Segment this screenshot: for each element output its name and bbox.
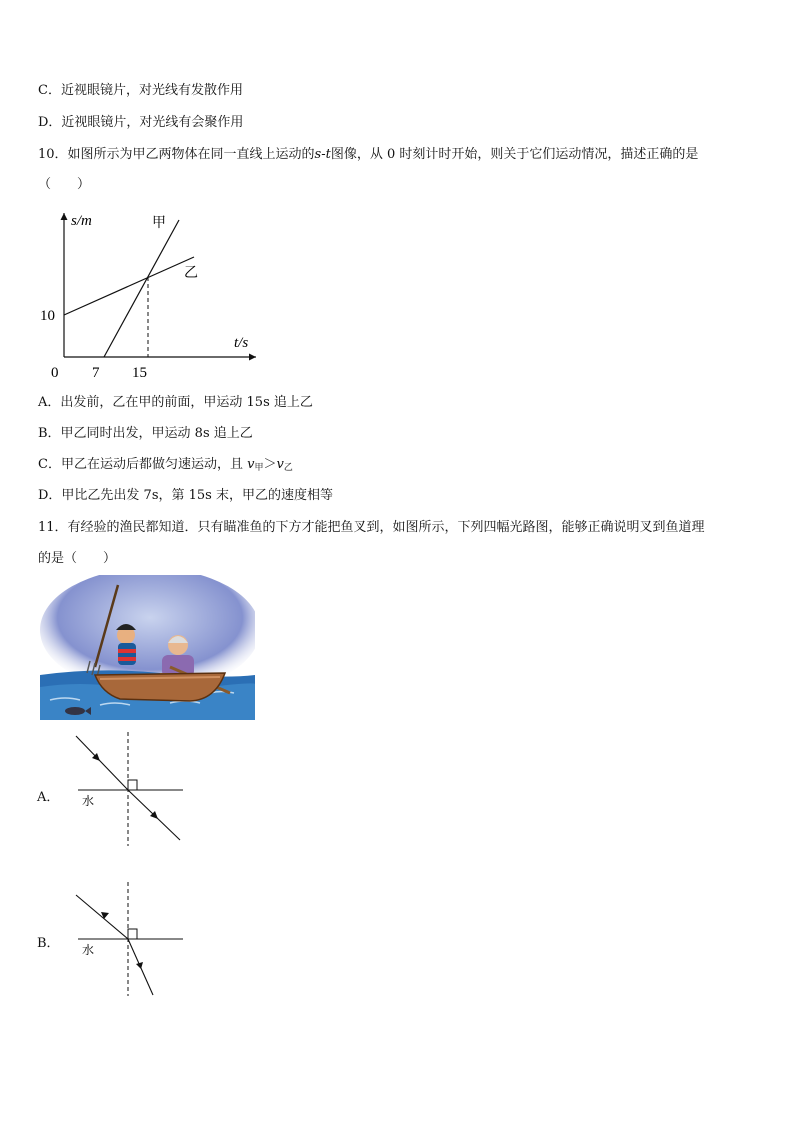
arrow-icon — [101, 912, 109, 919]
q10-option-a: A．出发前，乙在甲的前面，甲运动 15s 追上乙 — [38, 395, 313, 410]
q11-stem-line1: 11．有经验的渔民都知道．只有瞄准鱼的下方才能把鱼叉到，如图所示，下列四幅光路图，能够正确说明叉到鱼道理 — [38, 520, 705, 535]
greater-than: ＞ — [263, 457, 277, 472]
q10-option-d: D．甲比乙先出发 7s，第 15s 末，甲乙的速度相等 — [38, 488, 333, 503]
water-label: 水 — [82, 794, 95, 808]
q10-stem-pre: 10．如图所示为甲乙两物体在同一直线上运动的 — [38, 147, 315, 162]
right-angle-mark — [128, 780, 137, 790]
q9-option-d: D．近视眼镜片，对光线有会聚作用 — [38, 115, 244, 130]
q9-option-c: C．近视眼镜片，对光线有发散作用 — [38, 83, 243, 98]
x-axis-label: t/s — [234, 335, 249, 351]
arrow-icon — [136, 962, 143, 969]
q10-option-c-text: C．甲乙在运动后都做匀速运动，且 — [38, 457, 243, 472]
fisherman-boat-illustration — [40, 575, 255, 723]
fish-icon — [65, 707, 85, 715]
line-yi — [64, 257, 194, 315]
sub-jia: 甲 — [254, 463, 264, 473]
v-symbol: v — [247, 457, 255, 472]
q11-stem-line2: 的是（ ） — [38, 551, 117, 566]
right-angle-mark — [128, 929, 137, 939]
v-symbol-2: v — [276, 457, 284, 472]
q10-option-c — [38, 456, 293, 477]
label-jia: 甲 — [152, 216, 166, 231]
light-path-diagram-a — [70, 728, 190, 850]
y-tick-10: 10 — [40, 308, 55, 324]
water-label: 水 — [82, 943, 95, 957]
light-path-diagram-b — [70, 878, 190, 1000]
q11-option-a-label: A． — [37, 790, 60, 805]
x-tick-7: 7 — [92, 365, 100, 380]
q10-blank: （ ） — [38, 177, 91, 192]
origin-label: 0 — [51, 365, 59, 380]
line-jia — [104, 220, 179, 357]
q10-stem-st: s-t — [314, 147, 331, 162]
q10-option-b: B．甲乙同时出发，甲运动 8s 追上乙 — [38, 426, 253, 441]
st-graph — [34, 205, 264, 380]
q10-stem — [38, 146, 698, 164]
sub-yi: 乙 — [283, 463, 293, 473]
x-tick-15: 15 — [132, 365, 147, 380]
q10-stem-post: 图像，从 0 时刻计时开始，则关于它们运动情况，描述正确的是 — [330, 147, 699, 162]
q11-option-b-label: B． — [37, 936, 60, 951]
label-yi: 乙 — [184, 266, 198, 281]
y-axis-label: s/m — [71, 213, 92, 229]
